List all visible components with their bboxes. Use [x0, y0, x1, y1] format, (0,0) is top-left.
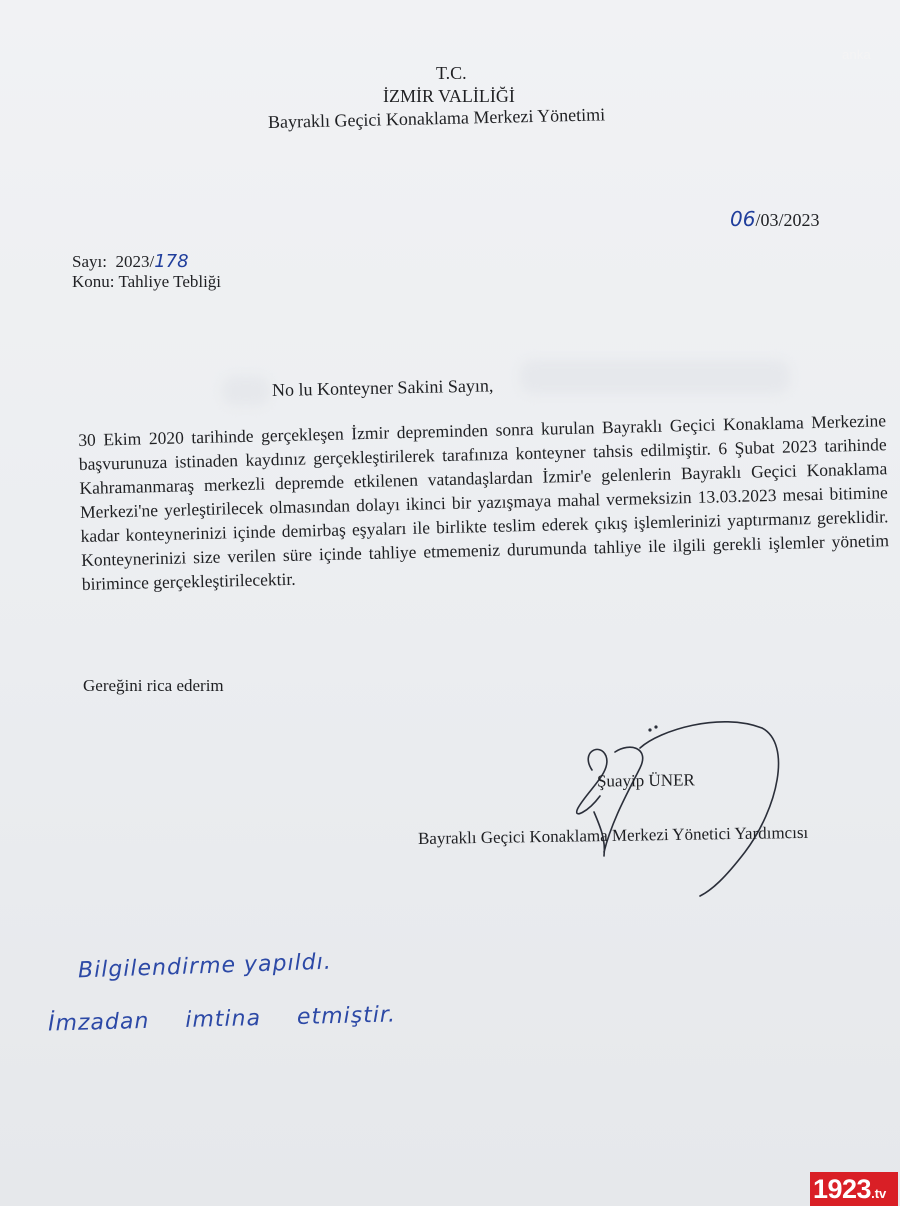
anka-watermark: anka — [842, 47, 871, 62]
document-date — [730, 207, 819, 231]
date-printed: /03/2023 — [755, 210, 820, 230]
reference-number — [72, 251, 189, 272]
sayi-label: Sayı: — [72, 252, 107, 271]
logo-main: 1923 — [813, 1174, 872, 1204]
date-handwritten-day: 06 — [730, 207, 756, 231]
letterhead-governorship: İZMİR VALİLİĞİ — [383, 86, 515, 106]
subject-line: Konu: Tahliye Tebliği — [72, 272, 222, 291]
letterhead-tc: T.C. — [436, 63, 467, 83]
handwritten-note-line2: İmzadan imtina etmiştir. — [47, 1002, 397, 1037]
redaction-blur — [520, 360, 790, 394]
sayi-value: 2023/ — [115, 252, 155, 271]
logo-tld: .tv — [871, 1186, 887, 1201]
signer-title: Bayraklı Geçici Konaklama Merkezi Yönetici Yardımcısı — [417, 822, 809, 848]
1923-tv-logo — [810, 1172, 898, 1206]
letterhead-office: Bayraklı Geçici Konaklama Merkezi Yönetimi — [267, 104, 606, 132]
handwritten-note-line1: Bilgilendirme yapıldı. — [77, 949, 333, 984]
sayi-handwritten: 178 — [154, 251, 189, 272]
closing-line: Gereğini rica ederim — [83, 676, 224, 695]
signer-name: Şuayip ÜNER — [596, 770, 695, 791]
letter-body: 30 Ekim 2020 tarihinde gerçekleşen İzmir depreminden sonra kurulan Bayraklı Geçici Konaklama Merkezine başvurunuza istinaden kaydınız gerçekleştirilerek tarafınıza konteyner tahsis edilmiştir. 6 Şubat 2023 tarihinde Kahramanmaraş merkezli depremde etkilenen vatandaşlardan İzmir'e gelenlerin Bayraklı Geçici Konaklama Merkezi'ne yerleştirilecek olmasından dolayı ikinci bir yazışmaya mahal vermeksizin 13.03.2023 mesai bitimine kadar konteynerinizi içinde demirbaş eşyaları ile birlikte teslim ederek çıkış işlemlerinizi yaptırmanız gereklidir. Konteynerinizi size verilen süre içinde tahliye etmemeniz durumunda tahliye ile ilgili gerekli işlemler yönetim birimince gerçekleştirilecektir. — [78, 410, 890, 594]
salutation: No lu Konteyner Sakini Sayın, — [271, 375, 494, 400]
redaction-blur — [222, 376, 270, 406]
